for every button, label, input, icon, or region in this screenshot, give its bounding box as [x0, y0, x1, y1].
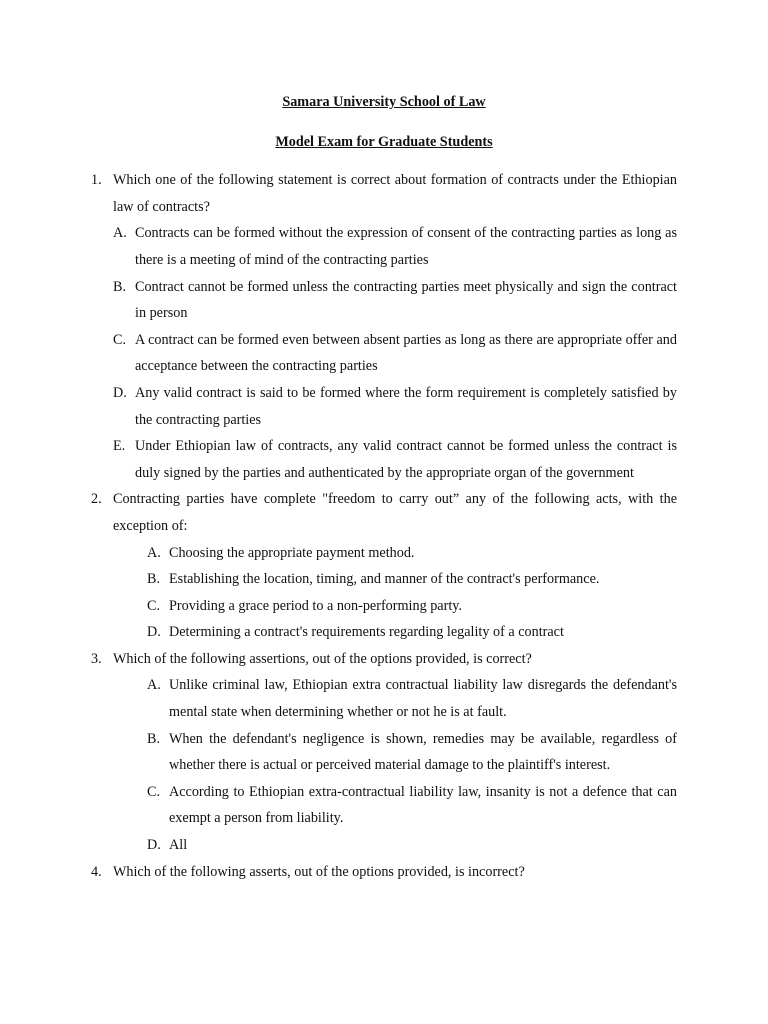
page-subtitle: Model Exam for Graduate Students [275, 133, 493, 150]
option-item [147, 672, 677, 725]
option-text: Unlike criminal law, Ethiopian extra contractual liability law disregards the defendant's mental state when determining whether or not he is at fault. [169, 677, 677, 721]
option-item [113, 220, 677, 273]
option-letter: D. [147, 624, 161, 641]
option-text: Establishing the location, timing, and manner of the contract's performance. [169, 571, 600, 588]
option-text: Under Ethiopian law of contracts, any valid contract cannot be formed unless the contract is duly signed by the parties and authenticated by the appropriate organ of the government [135, 438, 677, 481]
option-letter: D. [147, 837, 161, 854]
question-2 [91, 486, 677, 646]
question-number: 4. [91, 863, 102, 880]
option-item [147, 540, 677, 567]
question-4 [91, 859, 677, 886]
option-text: Providing a grace period to a non-performing party. [169, 597, 462, 614]
option-letter: A. [147, 677, 161, 694]
option-letter: C. [147, 597, 161, 614]
question-number: 2. [91, 491, 102, 508]
option-text: Contracts can be formed without the expression of consent of the contracting parties as long as there is a meeting of mind of the contracting parties [135, 225, 677, 268]
option-list [113, 540, 677, 646]
option-letter: B. [113, 278, 127, 295]
option-item [147, 779, 677, 832]
option-text: Contract cannot be formed unless the contracting parties meet physically and sign the contract in person [135, 278, 677, 322]
option-text: Choosing the appropriate payment method. [169, 544, 415, 561]
option-list [113, 672, 677, 858]
option-text: According to Ethiopian extra-contractual liability law, insanity is not a defence that can exempt a person from liability. [169, 783, 677, 827]
question-number: 1. [91, 172, 102, 189]
option-letter: B. [147, 730, 161, 747]
option-item [113, 327, 677, 380]
question-text: Which of the following assertions, out of the options provided, is correct? [113, 650, 532, 667]
option-item [147, 832, 677, 859]
option-text: Any valid contract is said to be formed where the form requirement is completely satisfied by the contracting parties [135, 384, 677, 428]
question-text: Which one of the following statement is correct about formation of contracts under the Ethiopian law of contracts? [113, 172, 677, 215]
option-list [113, 220, 677, 486]
option-text: Determining a contract's requirements regarding legality of a contract [169, 624, 564, 641]
option-item [113, 274, 677, 327]
option-text: When the defendant's negligence is shown, remedies may be available, regardless of whether there is actual or perceived material damage to the plaintiff's interest. [169, 730, 677, 774]
option-text: A contract can be formed even between absent parties as long as there are appropriate offer and acceptance between the contracting parties [135, 331, 677, 375]
option-letter: C. [113, 331, 127, 348]
option-item [147, 619, 677, 646]
option-letter: E. [113, 438, 126, 455]
option-letter: A. [147, 544, 161, 561]
option-letter: C. [147, 783, 161, 800]
option-letter: B. [147, 571, 161, 588]
option-item [113, 380, 677, 433]
question-text: Which of the following asserts, out of the options provided, is incorrect? [113, 863, 525, 880]
question-3 [91, 646, 677, 859]
option-letter: A. [113, 225, 127, 242]
question-1 [91, 167, 677, 486]
option-item [113, 433, 677, 486]
option-item [147, 726, 677, 779]
page-title: Samara University School of Law [282, 94, 486, 110]
question-text: Contracting parties have complete "freedom to carry out” any of the following acts, with the exception of: [113, 491, 677, 534]
option-text: All [169, 837, 188, 854]
question-number: 3. [91, 650, 102, 667]
option-letter: D. [113, 384, 127, 401]
option-item [147, 593, 677, 620]
option-item [147, 566, 677, 593]
